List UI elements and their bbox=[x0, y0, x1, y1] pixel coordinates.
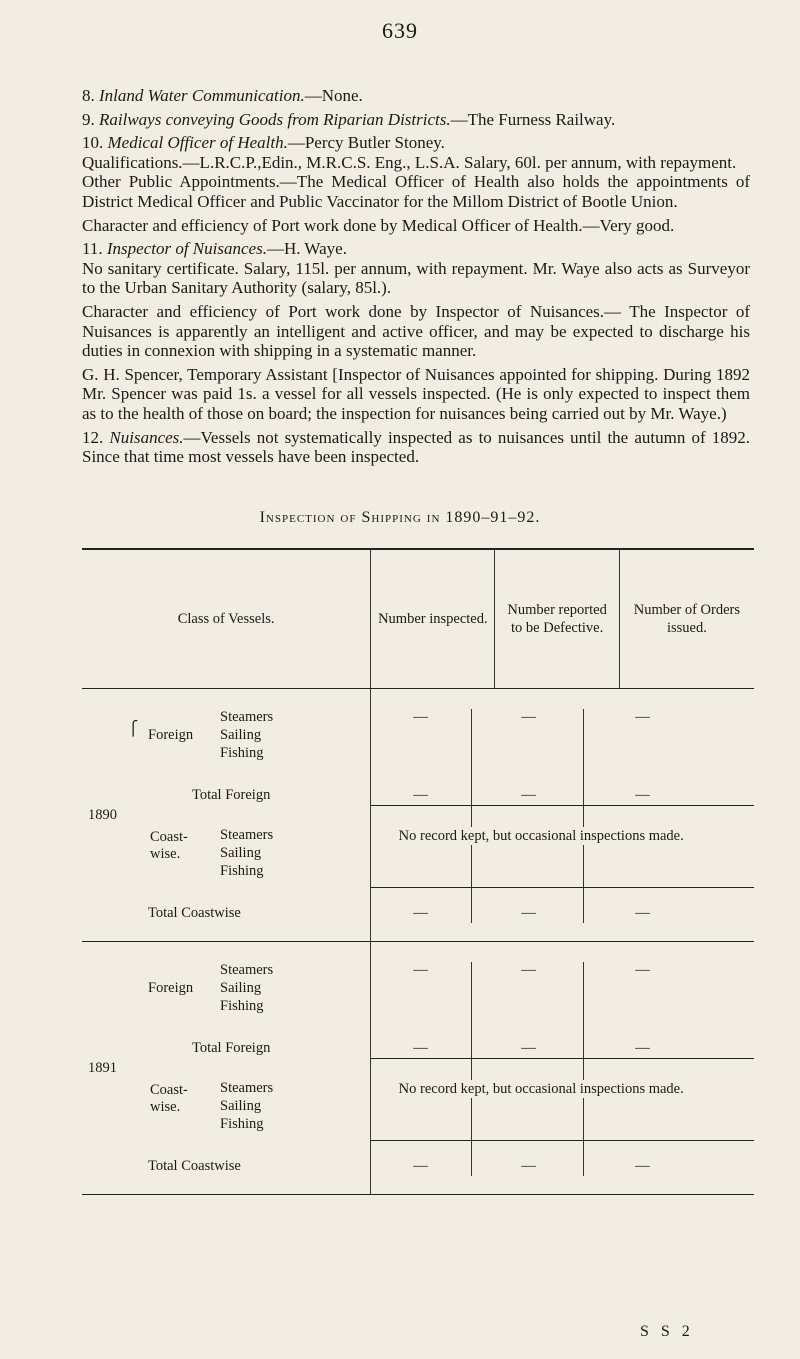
section-11: 11. Inspector of Nuisances.—H. Waye. bbox=[82, 239, 347, 259]
note-1891: No record kept, but occasional inspections made. bbox=[391, 1080, 691, 1098]
total-foreign-rule-1890 bbox=[371, 805, 754, 806]
other-appointments: Other Public Appointments.—The Medical Officer of Health also holds the appointments of District Medical Officer and Public Vaccinator for the Millom District of Bootle Union. bbox=[82, 172, 750, 211]
table-header-row bbox=[82, 549, 754, 689]
header-inspected: Number inspected. bbox=[371, 549, 495, 689]
character-medical-officer: Character and efficiency of Port work done by Medical Officer of Health.—Very good. bbox=[82, 215, 675, 235]
fishing-1890-c: Fishing bbox=[220, 863, 264, 879]
section-12: 12. Nuisances.—Vessels not systematically inspected as to nuisances until the autumn of 1892. Since that time most vessels have been inspected. bbox=[82, 427, 751, 467]
section-9: 9. Railways conveying Goods from Riparian Districts.—The Furness Railway. bbox=[82, 109, 616, 129]
coastwise-label-1891: Coast- wise. bbox=[150, 1082, 188, 1115]
steamers-1890-c: Steamers bbox=[220, 827, 274, 843]
note-1890: No record kept, but occasional inspections made. bbox=[391, 827, 691, 845]
year-label-1890: 1890 bbox=[88, 807, 117, 823]
header-orders: Number of Orders issued. bbox=[619, 549, 754, 689]
dash-1890-f-3: — bbox=[635, 709, 650, 725]
dash-1890-tf-1: — bbox=[413, 787, 428, 803]
dash-1891-tc-2: — bbox=[521, 1158, 536, 1174]
sailing-1890-f: Sailing bbox=[220, 727, 262, 743]
body-text bbox=[82, 86, 750, 471]
coastwise-label-1890: Coast- wise. bbox=[150, 829, 188, 862]
total-coastwise-1890: Total Coastwise bbox=[148, 905, 241, 921]
qualifications: Qualifications.—L.R.C.P.,Edin., M.R.C.S. Eng., L.S.A. Salary, 60l. per annum, with repayment. bbox=[82, 152, 737, 172]
fishing-1890-f: Fishing bbox=[220, 745, 264, 761]
col-sep-b-1890 bbox=[583, 709, 584, 923]
col-sep-a-1891 bbox=[471, 962, 472, 1176]
header-class: Class of Vessels. bbox=[82, 549, 371, 689]
dash-1890-f-1: — bbox=[413, 709, 428, 725]
table-heading: Inspection of Shipping in 1890–91–92. bbox=[259, 509, 541, 526]
dash-1890-tc-1: — bbox=[413, 905, 428, 921]
total-coastwise-rule-1891 bbox=[371, 1140, 754, 1141]
year-block-1891 bbox=[82, 942, 754, 1195]
dash-1890-tc-2: — bbox=[521, 905, 536, 921]
section-10: 10. Medical Officer of Health.—Percy Butler Stoney. bbox=[82, 133, 445, 153]
steamers-1890-f: Steamers bbox=[220, 709, 274, 725]
steamers-1891-f: Steamers bbox=[220, 962, 274, 978]
sailing-1891-f: Sailing bbox=[220, 980, 262, 996]
foreign-label-1890: Foreign bbox=[148, 727, 194, 743]
page-number: 639 bbox=[382, 18, 418, 43]
spencer-paragraph: G. H. Spencer, Temporary Assistant [Inspector of Nuisances appointed for shipping. During 1892 Mr. Spencer was paid 1s. a vessel for all vessels inspected. (He is only expected to inspect them as to the health of those on board; the inspection for nuisances being carried out by Mr. Waye.) bbox=[82, 364, 750, 423]
class-cell-1891 bbox=[82, 942, 371, 1195]
dash-1891-f-2: — bbox=[521, 962, 536, 978]
class-cell-1890 bbox=[82, 689, 371, 942]
total-foreign-rule-1891 bbox=[371, 1058, 754, 1059]
sailing-1890-c: Sailing bbox=[220, 845, 262, 861]
dash-1890-tf-2: — bbox=[521, 787, 536, 803]
values-cell-1891 bbox=[371, 942, 754, 1195]
dash-1890-tc-3: — bbox=[635, 905, 650, 921]
header-defective: Number reported to be Defective. bbox=[495, 549, 619, 689]
dash-1890-tf-3: — bbox=[635, 787, 650, 803]
year-brace-1890: ⎧ bbox=[128, 721, 139, 737]
section-8: 8. Inland Water Communication.—None. bbox=[82, 86, 363, 105]
fishing-1891-f: Fishing bbox=[220, 998, 264, 1014]
dash-1891-tf-2: — bbox=[521, 1040, 536, 1056]
dash-1890-f-2: — bbox=[521, 709, 536, 725]
col-sep-a-1890 bbox=[471, 709, 472, 923]
no-sanitary-certificate: No sanitary certificate. Salary, 115l. per annum, with repayment. Mr. Waye also acts as Surveyor to the Urban Sanitary Authority (salary, 85l.). bbox=[82, 258, 750, 298]
total-foreign-1890: Total Foreign bbox=[192, 787, 271, 803]
year-label-1891: 1891 bbox=[88, 1060, 117, 1076]
inspection-table bbox=[82, 548, 754, 1195]
total-foreign-1891: Total Foreign bbox=[192, 1040, 271, 1056]
year-block-1890 bbox=[82, 689, 754, 942]
total-coastwise-rule-1890 bbox=[371, 887, 754, 888]
signature-mark: S S 2 bbox=[640, 1323, 694, 1340]
character-inspector: Character and efficiency of Port work done by Inspector of Nuisances.— The Inspector of Nuisances is apparently an intelligent and active officer, and may be expected to discharge his duties in connexion with shipping in a systematic manner. bbox=[82, 301, 750, 361]
col-sep-b-1891 bbox=[583, 962, 584, 1176]
dash-1891-f-3: — bbox=[635, 962, 650, 978]
sailing-1891-c: Sailing bbox=[220, 1098, 262, 1114]
fishing-1891-c: Fishing bbox=[220, 1116, 264, 1132]
dash-1891-tc-1: — bbox=[413, 1158, 428, 1174]
dash-1891-tf-3: — bbox=[635, 1040, 650, 1056]
dash-1891-tc-3: — bbox=[635, 1158, 650, 1174]
steamers-1891-c: Steamers bbox=[220, 1080, 274, 1096]
total-coastwise-1891: Total Coastwise bbox=[148, 1158, 241, 1174]
dash-1891-f-1: — bbox=[413, 962, 428, 978]
dash-1891-tf-1: — bbox=[413, 1040, 428, 1056]
foreign-label-1891: Foreign bbox=[148, 980, 194, 996]
values-cell-1890 bbox=[371, 689, 754, 942]
